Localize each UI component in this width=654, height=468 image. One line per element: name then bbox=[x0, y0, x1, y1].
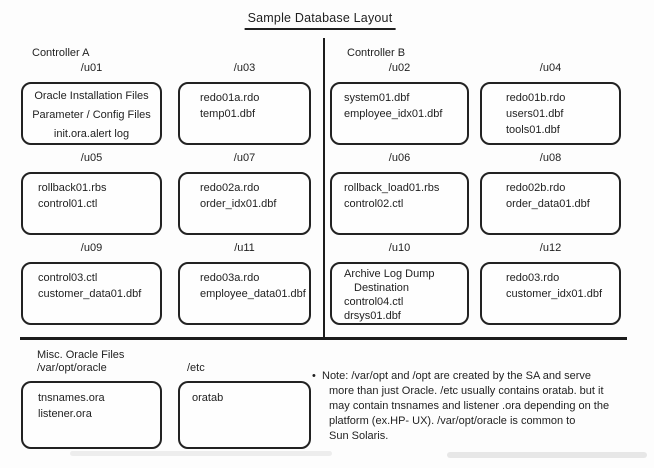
mount-u07 bbox=[178, 152, 311, 235]
file-entry: control01.ctl bbox=[38, 198, 98, 210]
mount-label: /u02 bbox=[388, 62, 411, 74]
mount-label: /u04 bbox=[539, 62, 562, 74]
file-entry: control04.ctl bbox=[344, 296, 404, 308]
file-entry: temp01.dbf bbox=[200, 108, 256, 120]
mount-box bbox=[178, 262, 311, 325]
file-entry: listener.ora bbox=[38, 408, 92, 420]
mount-box bbox=[21, 82, 162, 145]
file-entry: redo01a.rdo bbox=[200, 92, 260, 104]
diagram-title: Sample Database Layout bbox=[245, 11, 396, 30]
file-entry: init.ora.alert log bbox=[53, 128, 130, 140]
scan-artifact bbox=[70, 451, 332, 456]
mount-label: /u03 bbox=[233, 62, 256, 74]
file-entry: Destination bbox=[354, 282, 410, 294]
file-entry: rollback01.rbs bbox=[38, 182, 107, 194]
mount-box bbox=[480, 262, 621, 325]
file-entry: Oracle Installation Files bbox=[34, 90, 149, 102]
file-entry: redo02a.rdo bbox=[200, 182, 260, 194]
file-entry: system01.dbf bbox=[344, 92, 410, 104]
misc-path-etc: /etc bbox=[187, 362, 205, 374]
file-entry: Parameter / Config Files bbox=[32, 109, 151, 121]
file-entry: employee_data01.dbf bbox=[200, 288, 306, 300]
scan-artifact bbox=[447, 452, 647, 458]
mount-u04 bbox=[480, 62, 621, 145]
mount-label: /u12 bbox=[539, 242, 562, 254]
note bbox=[312, 369, 650, 444]
file-entry: redo01b.rdo bbox=[506, 92, 566, 104]
file-entry: employee_idx01.dbf bbox=[344, 108, 443, 120]
file-entry: redo02b.rdo bbox=[506, 182, 566, 194]
file-entry: customer_data01.dbf bbox=[38, 288, 142, 300]
mount-u02 bbox=[330, 62, 469, 145]
mount-label: /u10 bbox=[388, 242, 411, 254]
mount-label: /u07 bbox=[233, 152, 256, 164]
note-line: may contain tnsnames and listener .ora depending on the bbox=[329, 400, 610, 412]
note-line: more than just Oracle. /etc usually contains oratab. but it bbox=[329, 385, 604, 397]
mount-box bbox=[178, 82, 311, 145]
mount-box bbox=[178, 172, 311, 235]
mount-label: /u09 bbox=[80, 242, 103, 254]
mount-u11 bbox=[178, 242, 311, 325]
note-line: platform (ex.HP- UX). /var/opt/oracle is common to bbox=[329, 415, 576, 427]
misc-section-divider-line bbox=[20, 337, 627, 340]
mount-u06 bbox=[330, 152, 469, 235]
mount-u12 bbox=[480, 242, 621, 325]
mount-label: /u05 bbox=[80, 152, 103, 164]
mount-box bbox=[330, 172, 469, 235]
mount-box bbox=[480, 82, 621, 145]
file-entry: tnsnames.ora bbox=[38, 392, 105, 404]
mount-box bbox=[480, 172, 621, 235]
note-line: Note: /var/opt and /opt are created by the SA and serve bbox=[322, 370, 592, 382]
file-entry: control02.ctl bbox=[344, 198, 404, 210]
misc-box-var-opt-oracle bbox=[21, 381, 162, 449]
mount-label: /u01 bbox=[80, 62, 103, 74]
note-text bbox=[322, 369, 609, 444]
file-entry: customer_idx01.dbf bbox=[506, 288, 602, 300]
file-entry: oratab bbox=[192, 392, 224, 404]
controller-divider-line bbox=[323, 38, 325, 339]
mount-box bbox=[330, 262, 469, 325]
file-entry: order_idx01.dbf bbox=[200, 198, 277, 210]
mount-box bbox=[21, 172, 162, 235]
file-entry: users01.dbf bbox=[506, 108, 564, 120]
misc-path-var-opt-oracle: /var/opt/oracle bbox=[37, 362, 107, 374]
mount-u03 bbox=[178, 62, 311, 145]
file-entry: tools01.dbf bbox=[506, 124, 560, 136]
misc-box-etc bbox=[178, 381, 311, 449]
file-entry: redo03.rdo bbox=[506, 272, 560, 284]
file-entry: redo03a.rdo bbox=[200, 272, 260, 284]
mount-label: /u06 bbox=[388, 152, 411, 164]
mount-box bbox=[21, 262, 162, 325]
mount-label: /u08 bbox=[539, 152, 562, 164]
controller-a-label: Controller A bbox=[32, 47, 90, 59]
file-entry: order_data01.dbf bbox=[506, 198, 590, 210]
file-entry: control03.ctl bbox=[38, 272, 98, 284]
mount-label: /u11 bbox=[234, 242, 255, 254]
controller-b-label: Controller B bbox=[347, 47, 406, 59]
misc-heading: Misc. Oracle Files bbox=[37, 349, 125, 361]
mount-u05 bbox=[21, 152, 162, 235]
mount-u09 bbox=[21, 242, 162, 325]
file-entry: drsys01.dbf bbox=[344, 310, 401, 322]
file-entry: Archive Log Dump bbox=[344, 268, 435, 280]
mount-u08 bbox=[480, 152, 621, 235]
mount-u01 bbox=[21, 62, 162, 145]
mount-box bbox=[330, 82, 469, 145]
file-entry: rollback_load01.rbs bbox=[344, 182, 440, 194]
mount-u10 bbox=[330, 242, 469, 325]
bullet-icon: • bbox=[312, 370, 316, 382]
note-line: Sun Solaris. bbox=[329, 430, 389, 442]
